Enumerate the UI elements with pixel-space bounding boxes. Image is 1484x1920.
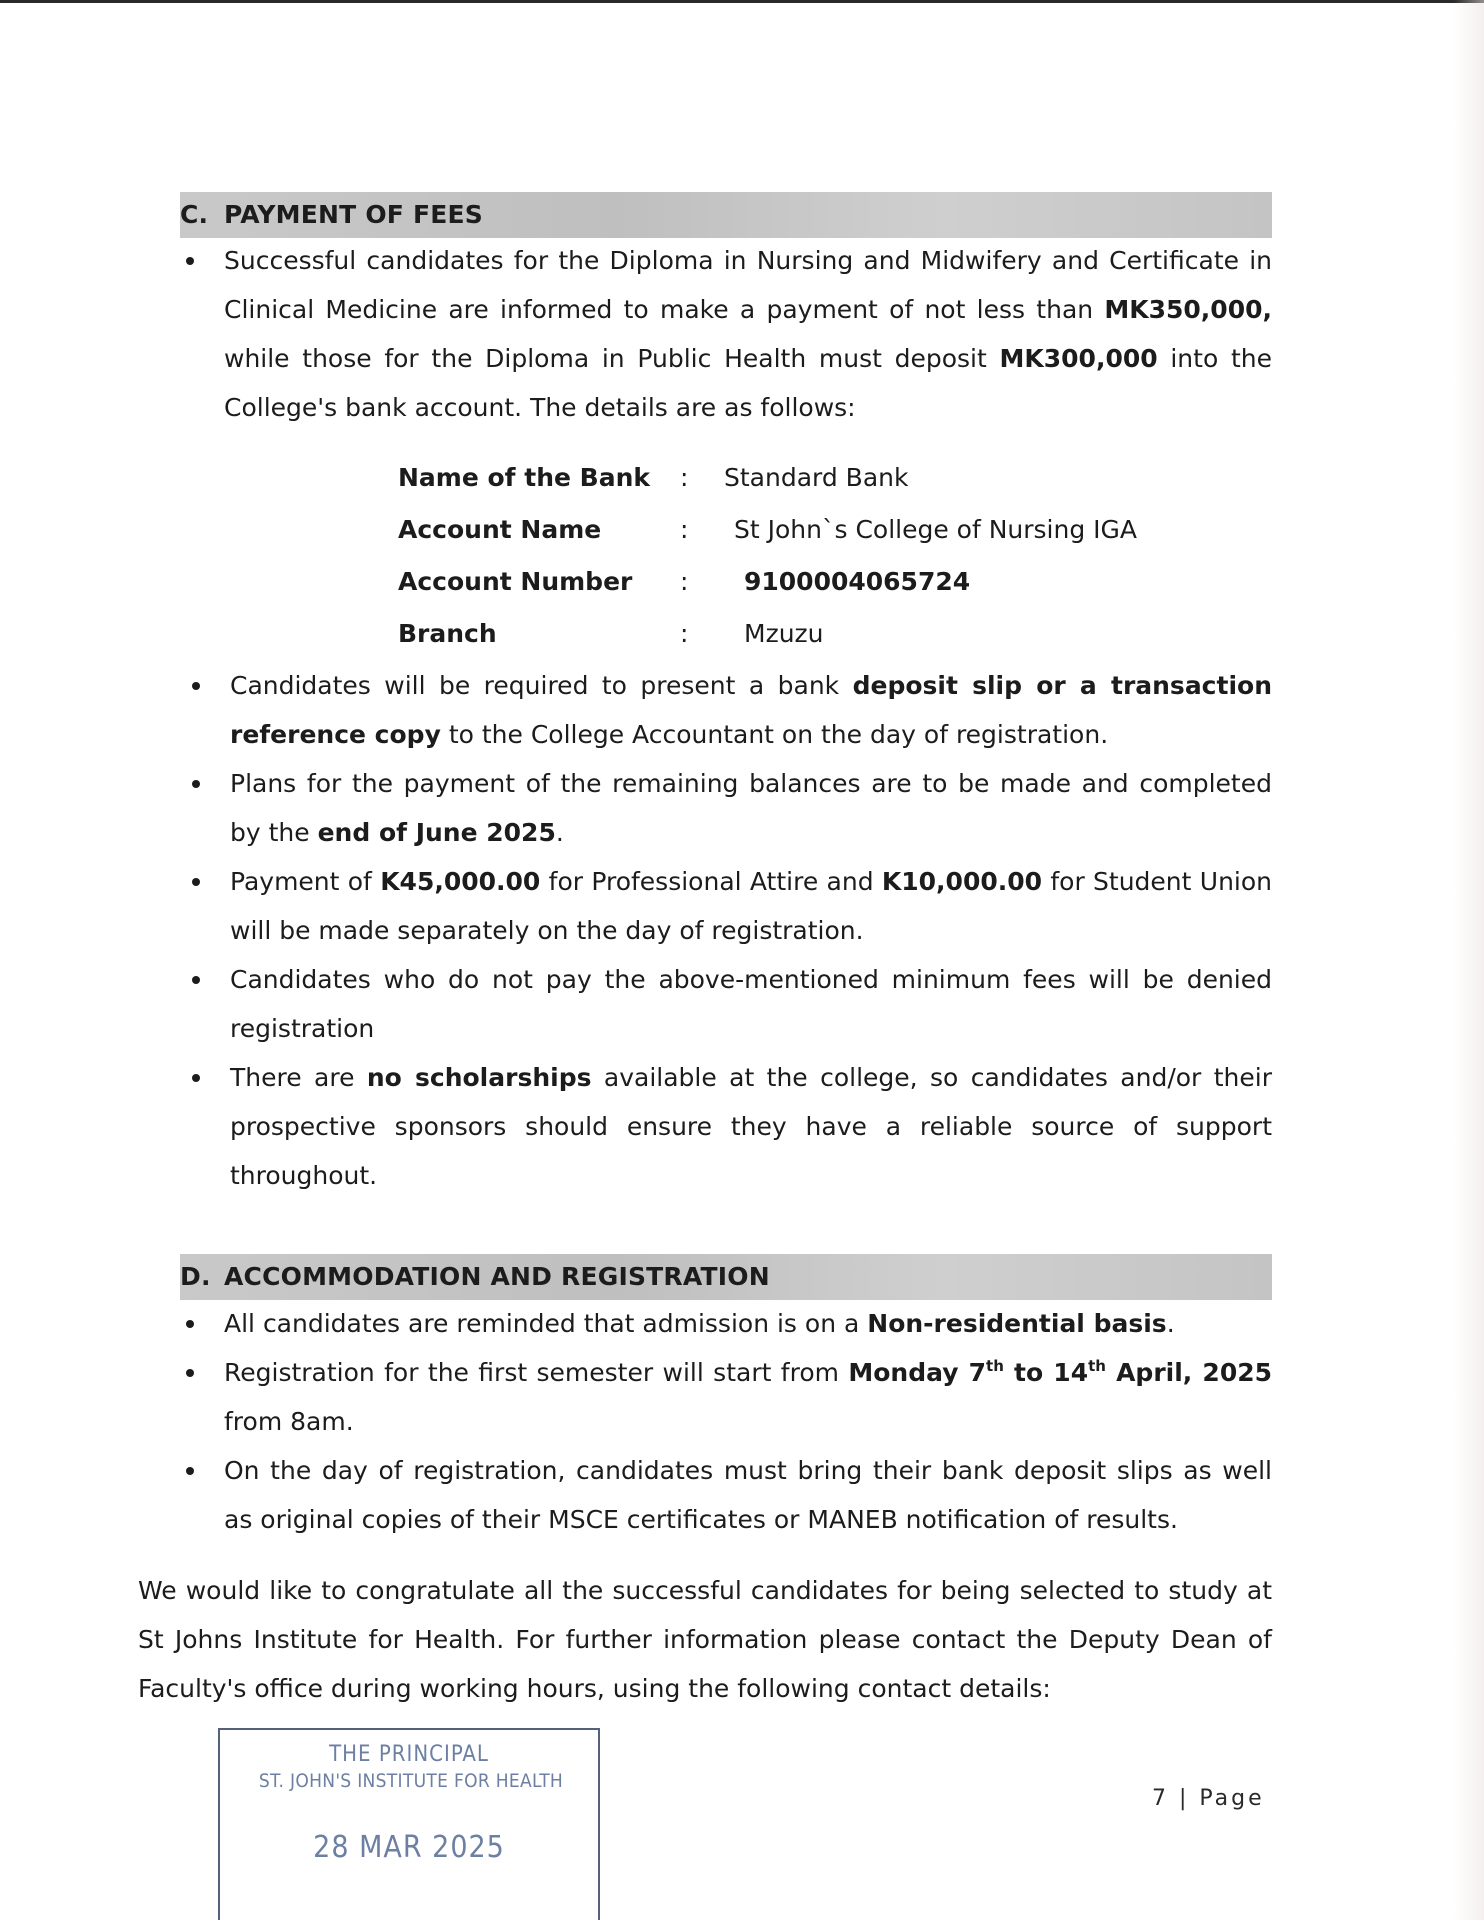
section-d-title: ACCOMMODATION AND REGISTRATION — [224, 1262, 770, 1291]
list-item: Payment of K45,000.00 for Professional Attire and K10,000.00 for Student Union will be made separately on the day of registration. — [230, 857, 1272, 955]
bank-name-row: Name of the Bank : Standard Bank — [398, 463, 909, 492]
list-item: On the day of registration, candidates must bring their bank deposit slips as well as original copies of their MSCE certificates or MANEB notification of results. — [224, 1446, 1272, 1544]
list-item: Plans for the payment of the remaining balances are to be made and completed by the end of June 2025. — [230, 759, 1272, 857]
section-c-title: PAYMENT OF FEES — [224, 200, 483, 229]
page-number: 7 | Page — [1152, 1786, 1265, 1811]
stamp-title: THE PRINCIPAL — [329, 1742, 489, 1767]
top-border-line — [0, 0, 1484, 3]
section-c-bullets-bottom — [230, 661, 1272, 1200]
amount-public-health: MK300,000 — [999, 344, 1158, 373]
section-c-letter: C. — [180, 200, 209, 229]
section-c-header — [180, 192, 1272, 238]
section-d-bullets — [224, 1299, 1272, 1544]
section-c-bullets-top — [224, 236, 1272, 432]
amount-diploma: MK350,000, — [1104, 295, 1272, 324]
closing-paragraph: We would like to congratulate all the successful candidates for being selected to study at St Johns Institute for Health. For further information please contact the Deputy Dean of Faculty's office during working hours, using the following contact details: — [138, 1576, 1272, 1703]
list-item: All candidates are reminded that admission is on a Non-residential basis. — [224, 1299, 1272, 1348]
list-item: Registration for the first semester will start from Monday 7th to 14th April, 2025 from 8am. — [224, 1348, 1272, 1446]
section-d-letter: D. — [180, 1262, 211, 1291]
account-number-row: Account Number : 9100004065724 — [398, 567, 971, 596]
list-item: Successful candidates for the Diploma in Nursing and Midwifery and Certificate in Clinical Medicine are informed to make a payment of not less than MK350,000, while those for the Diploma in Public Health must deposit MK300,000 into the College's bank account. The details are as follows: — [224, 236, 1272, 432]
scan-edge-shading — [1454, 0, 1484, 1920]
stamp-date: 28 MAR 2025 — [313, 1830, 505, 1865]
list-item: Candidates who do not pay the above-mentioned minimum fees will be denied registration — [230, 955, 1272, 1053]
section-d-header — [180, 1254, 1272, 1300]
branch-row: Branch : Mzuzu — [398, 619, 824, 648]
stamp-institution: ST. JOHN'S INSTITUTE FOR HEALTH — [258, 1770, 564, 1792]
account-name-row: Account Name : St John`s College of Nursing IGA — [398, 515, 1138, 544]
official-stamp — [218, 1728, 600, 1920]
list-item: There are no scholarships available at the college, so candidates and/or their prospective sponsors should ensure they have a reliable source of support throughout. — [230, 1053, 1272, 1200]
list-item: Candidates will be required to present a bank deposit slip or a transaction reference copy to the College Accountant on the day of registration. — [230, 661, 1272, 759]
